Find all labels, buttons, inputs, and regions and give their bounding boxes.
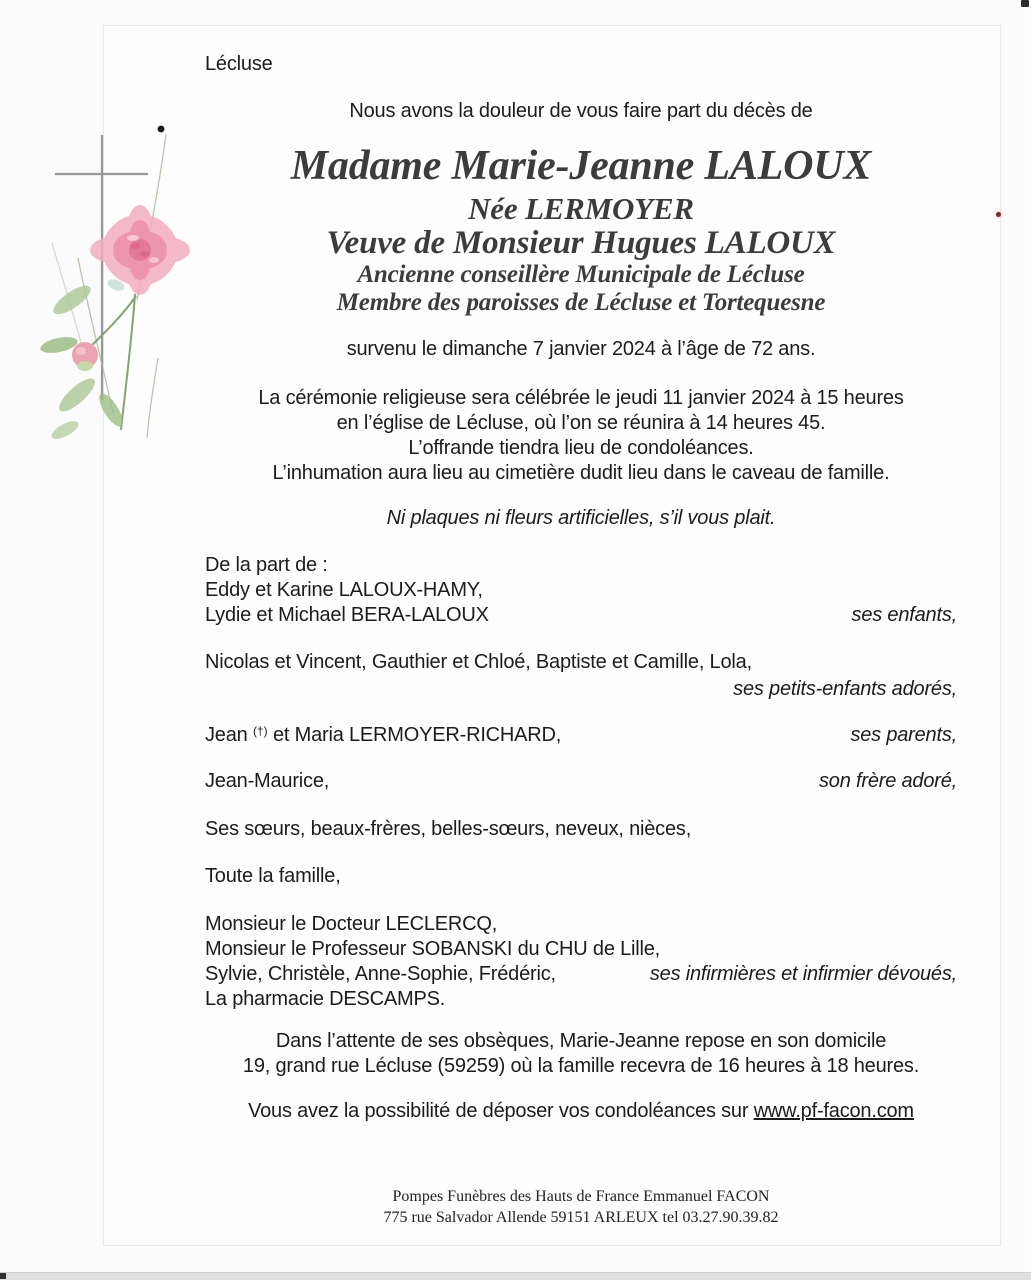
family-children-group (205, 553, 957, 628)
children-line-2: Lydie et Michael BERA-LALOUX (205, 604, 489, 626)
siblings-line: Ses sœurs, beaux-frères, belles-sœurs, neveux, nièces, (205, 818, 692, 840)
deceased-role-line-1: Ancienne conseillère Municipale de Lécluse (357, 261, 805, 288)
brother-group (205, 769, 957, 794)
from-heading: De la part de : (205, 554, 328, 576)
bottom-left-ink-speck (0, 1273, 6, 1279)
ceremony-line-2: en l’église de Lécluse, où l’on se réunira à 14 heures 45. (336, 412, 826, 434)
ink-speck-dot (158, 126, 165, 133)
grandchildren-group (205, 649, 957, 703)
deceased-widow-line: Veuve de Monsieur Hugues LALOUX (326, 225, 836, 261)
brother-relation-label: son frère adoré, (819, 770, 957, 792)
ceremony-line-4: L’inhumation aura lieu au cimetière dudit lieu dans le caveau de famille. (272, 462, 890, 484)
intro-line: Nous avons la douleur de vous faire part du décès de (349, 100, 813, 122)
caregiver-line-3: Sylvie, Christèle, Anne-Sophie, Frédéric, (205, 963, 556, 985)
deceased-heading (205, 140, 957, 317)
peony-bloom (90, 205, 190, 295)
children-relation-label: ses enfants, (851, 604, 957, 626)
caregiver-line-2: Monsieur le Professeur SOBANSKI du CHU de Lille, (205, 938, 661, 960)
deceased-role-line-2: Membre des paroisses de Lécluse et Tortequesne (336, 289, 826, 316)
grandchildren-relation-label: ses petits-enfants adorés, (733, 678, 957, 700)
ceremony-line-3: L’offrande tiendra lieu de condoléances. (408, 437, 754, 459)
city-line: Lécluse (205, 53, 273, 75)
brother-name: Jean-Maurice, (205, 770, 330, 792)
corner-ink-speck (1021, 0, 1029, 7)
caregivers-relation-label: ses infirmières et infirmier dévoués, (649, 963, 957, 985)
condolences-text: Vous avez la possibilité de déposer vos condoléances sur (248, 1100, 754, 1122)
red-speck-dot (996, 212, 1001, 217)
visitation-line-1: Dans l’attente de ses obsèques, Marie-Jeanne repose en son domicile (275, 1030, 887, 1052)
parents-names: Jean (†) et Maria LERMOYER-RICHARD, (205, 724, 562, 746)
grandchildren-names: Nicolas et Vincent, Gauthier et Chloé, Baptiste et Camille, Lola, (205, 651, 752, 673)
funeral-home-name: Pompes Funèbres des Hauts de France Emmanuel FACON (392, 1188, 770, 1205)
parents-group (205, 719, 957, 748)
caregivers-group (205, 912, 957, 1012)
caregiver-line-1: Monsieur le Docteur LECLERCQ, (205, 913, 498, 935)
no-flowers-request: Ni plaques ni fleurs artificielles, s’il vous plait. (386, 507, 776, 529)
flower-bud (72, 342, 98, 371)
funeral-home-footer (205, 1186, 957, 1228)
death-date-line: survenu le dimanche 7 janvier 2024 à l’âge de 72 ans. (346, 338, 816, 360)
online-condolences-line (205, 1099, 957, 1124)
condolences-website-link: www.pf-facon.com (753, 1100, 914, 1122)
ceremony-details (205, 386, 957, 486)
deceased-maiden-name: Née LERMOYER (468, 191, 694, 226)
children-line-1: Eddy et Karine LALOUX-HAMY, (205, 579, 483, 601)
deceased-marker: (†) (252, 724, 268, 738)
whole-family-line: Toute la famille, (205, 865, 341, 887)
caregiver-line-4: La pharmacie DESCAMPS. (205, 988, 446, 1010)
visitation-line-2: 19, grand rue Lécluse (59259) où la famille recevra de 16 heures à 18 heures. (242, 1055, 920, 1077)
ceremony-line-1: La cérémonie religieuse sera célébrée le jeudi 11 janvier 2024 à 15 heures (258, 387, 904, 409)
visitation-details (205, 1029, 957, 1079)
deceased-name: Madame Marie-Jeanne LALOUX (290, 143, 872, 189)
parents-relation-label: ses parents, (850, 724, 957, 746)
scanner-edge-strip (0, 1272, 1031, 1280)
funeral-home-address: 775 rue Salvador Allende 59151 ARLEUX tel 03.27.90.39.82 (383, 1209, 779, 1226)
